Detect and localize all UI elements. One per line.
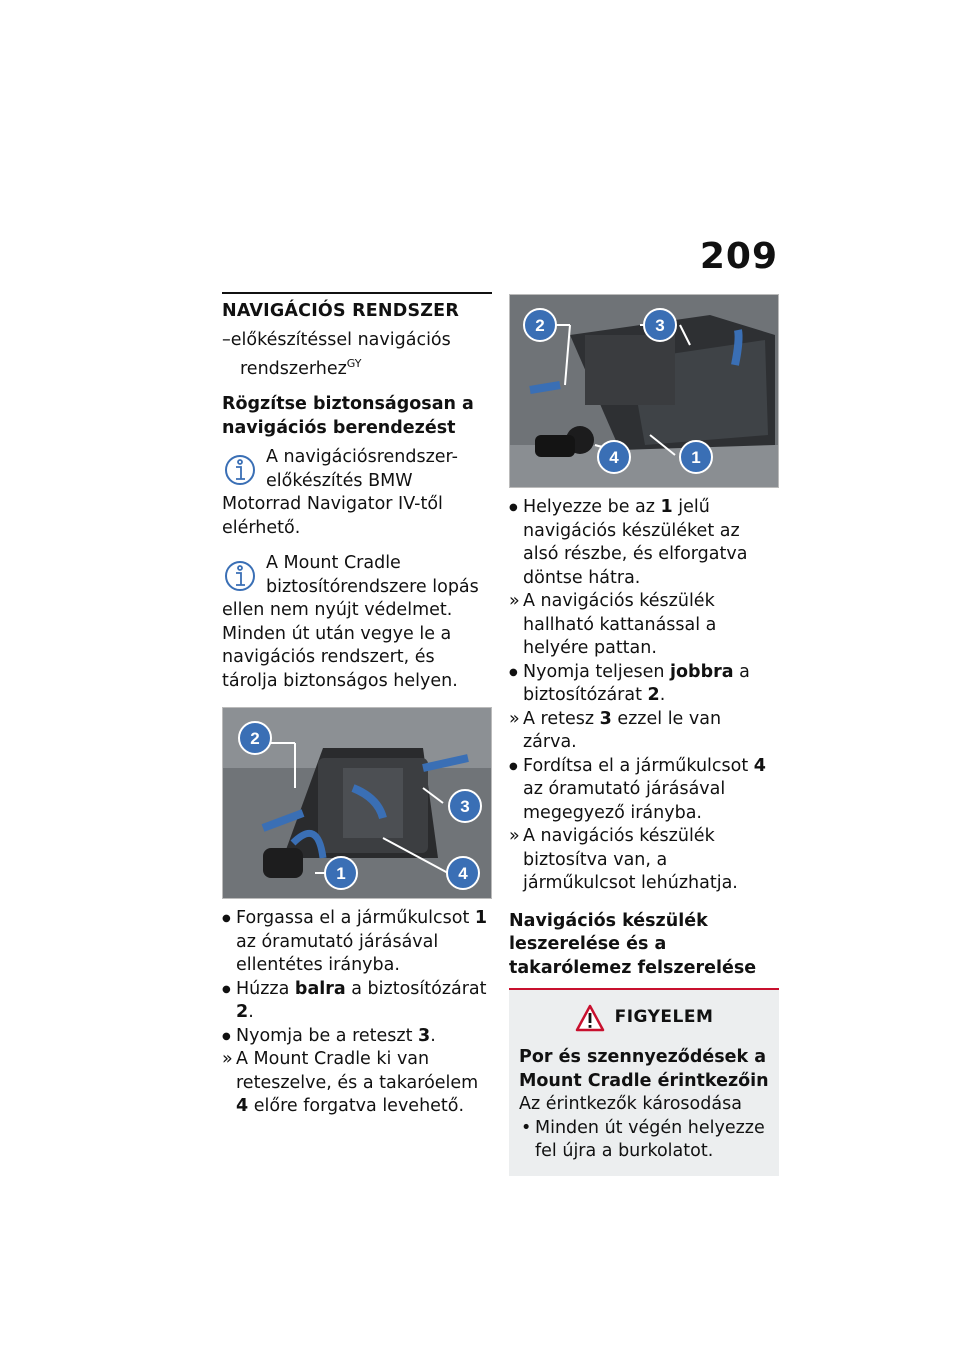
callout-3: [449, 790, 481, 822]
right-column: [509, 294, 779, 1176]
steps-install: [509, 496, 779, 896]
note-availability: A navigációsrendszer-előkészítés BMW Motorrad Navigator IV-től elérhető.: [222, 447, 458, 538]
step-item: ● Fordítsa el a járműkulcsot 4 az óramutató járásával megegyező irányba.: [509, 755, 779, 826]
callout-4: [447, 857, 479, 889]
note-theft: A Mount Cradle biztosítórendszere lopás ellen nem nyújt védelmet.: [222, 553, 479, 621]
heading-remove-device: Navigációs készülék leszerelése és a takarólemez felszerelése: [509, 910, 757, 978]
step-item: ● Húzza balra a biztosítózárat 2.: [222, 978, 492, 1025]
warning-triangle-icon: [575, 1004, 605, 1032]
step-result: » A retesz 3 ezzel le van zárva.: [509, 708, 779, 755]
callout-1: [325, 857, 357, 889]
section-subtitle: –előkészítéssel navigációs rendszerhez$^{GY}$: [222, 329, 451, 379]
step-item: ● Nyomja teljesen jobbra a biztosítózárat 2.: [509, 661, 779, 708]
warning-header: [519, 1004, 769, 1032]
step-item: ● Helyezze be az 1 jelű navigációs készüléket az alsó részbe, és elforgatva döntse hátra.: [509, 496, 779, 590]
callout-4: [598, 441, 630, 473]
svg-text:3: 3: [655, 316, 665, 335]
svg-text:4: 4: [609, 448, 619, 467]
step-result: » A Mount Cradle ki van reteszelve, és a takaróelem 4 előre forgatva levehető.: [222, 1048, 492, 1119]
warning-title: FIGYELEM: [614, 1007, 714, 1028]
warning-action: • Minden út végén helyezze fel újra a burkolatot.: [519, 1117, 769, 1164]
section-title: NAVIGÁCIÓS RENDSZER: [222, 292, 492, 324]
callout-1: [680, 441, 712, 473]
step-item: ● Nyomja be a reteszt 3.: [222, 1025, 492, 1049]
svg-text:2: 2: [250, 729, 260, 749]
step-item: ● Forgassa el a járműkulcsot 1 az óramutató járásával ellentétes irányba.: [222, 907, 492, 978]
svg-text:2: 2: [535, 316, 545, 335]
warning-box: [509, 988, 779, 1176]
svg-text:3: 3: [460, 797, 470, 817]
left-column: [222, 292, 492, 1131]
figure-install-device: [509, 294, 779, 488]
steps-remove: [222, 907, 492, 1119]
paragraph-store: Minden út után vegye le a navigációs rendszert, és tárolja biztonságos helyen.: [222, 623, 458, 691]
svg-text:1: 1: [336, 864, 346, 884]
country-marker: GY: [346, 357, 362, 370]
callout-2: [524, 309, 556, 341]
svg-text:1: 1: [691, 448, 701, 467]
page-number: 209: [699, 236, 778, 277]
warning-consequence: Az érintkezők károsodása: [519, 1094, 742, 1114]
callout-3: [644, 309, 676, 341]
svg-text:4: 4: [458, 864, 468, 884]
figure-remove-cradle: [222, 707, 492, 899]
callout-2: [239, 722, 271, 754]
warning-actions: [519, 1117, 769, 1164]
heading-secure-device: Rögzítse biztonságosan a navigációs berendezést: [222, 394, 474, 438]
info-icon: [222, 450, 258, 490]
step-result: » A navigációs készülék biztosítva van, a járműkulcsot lehúzhatja.: [509, 825, 779, 896]
step-result: » A navigációs készülék hallható kattanással a helyére pattan.: [509, 590, 779, 661]
info-icon: [222, 556, 258, 596]
warning-hazard: Por és szennyeződések a Mount Cradle érintkezőin: [519, 1047, 769, 1091]
